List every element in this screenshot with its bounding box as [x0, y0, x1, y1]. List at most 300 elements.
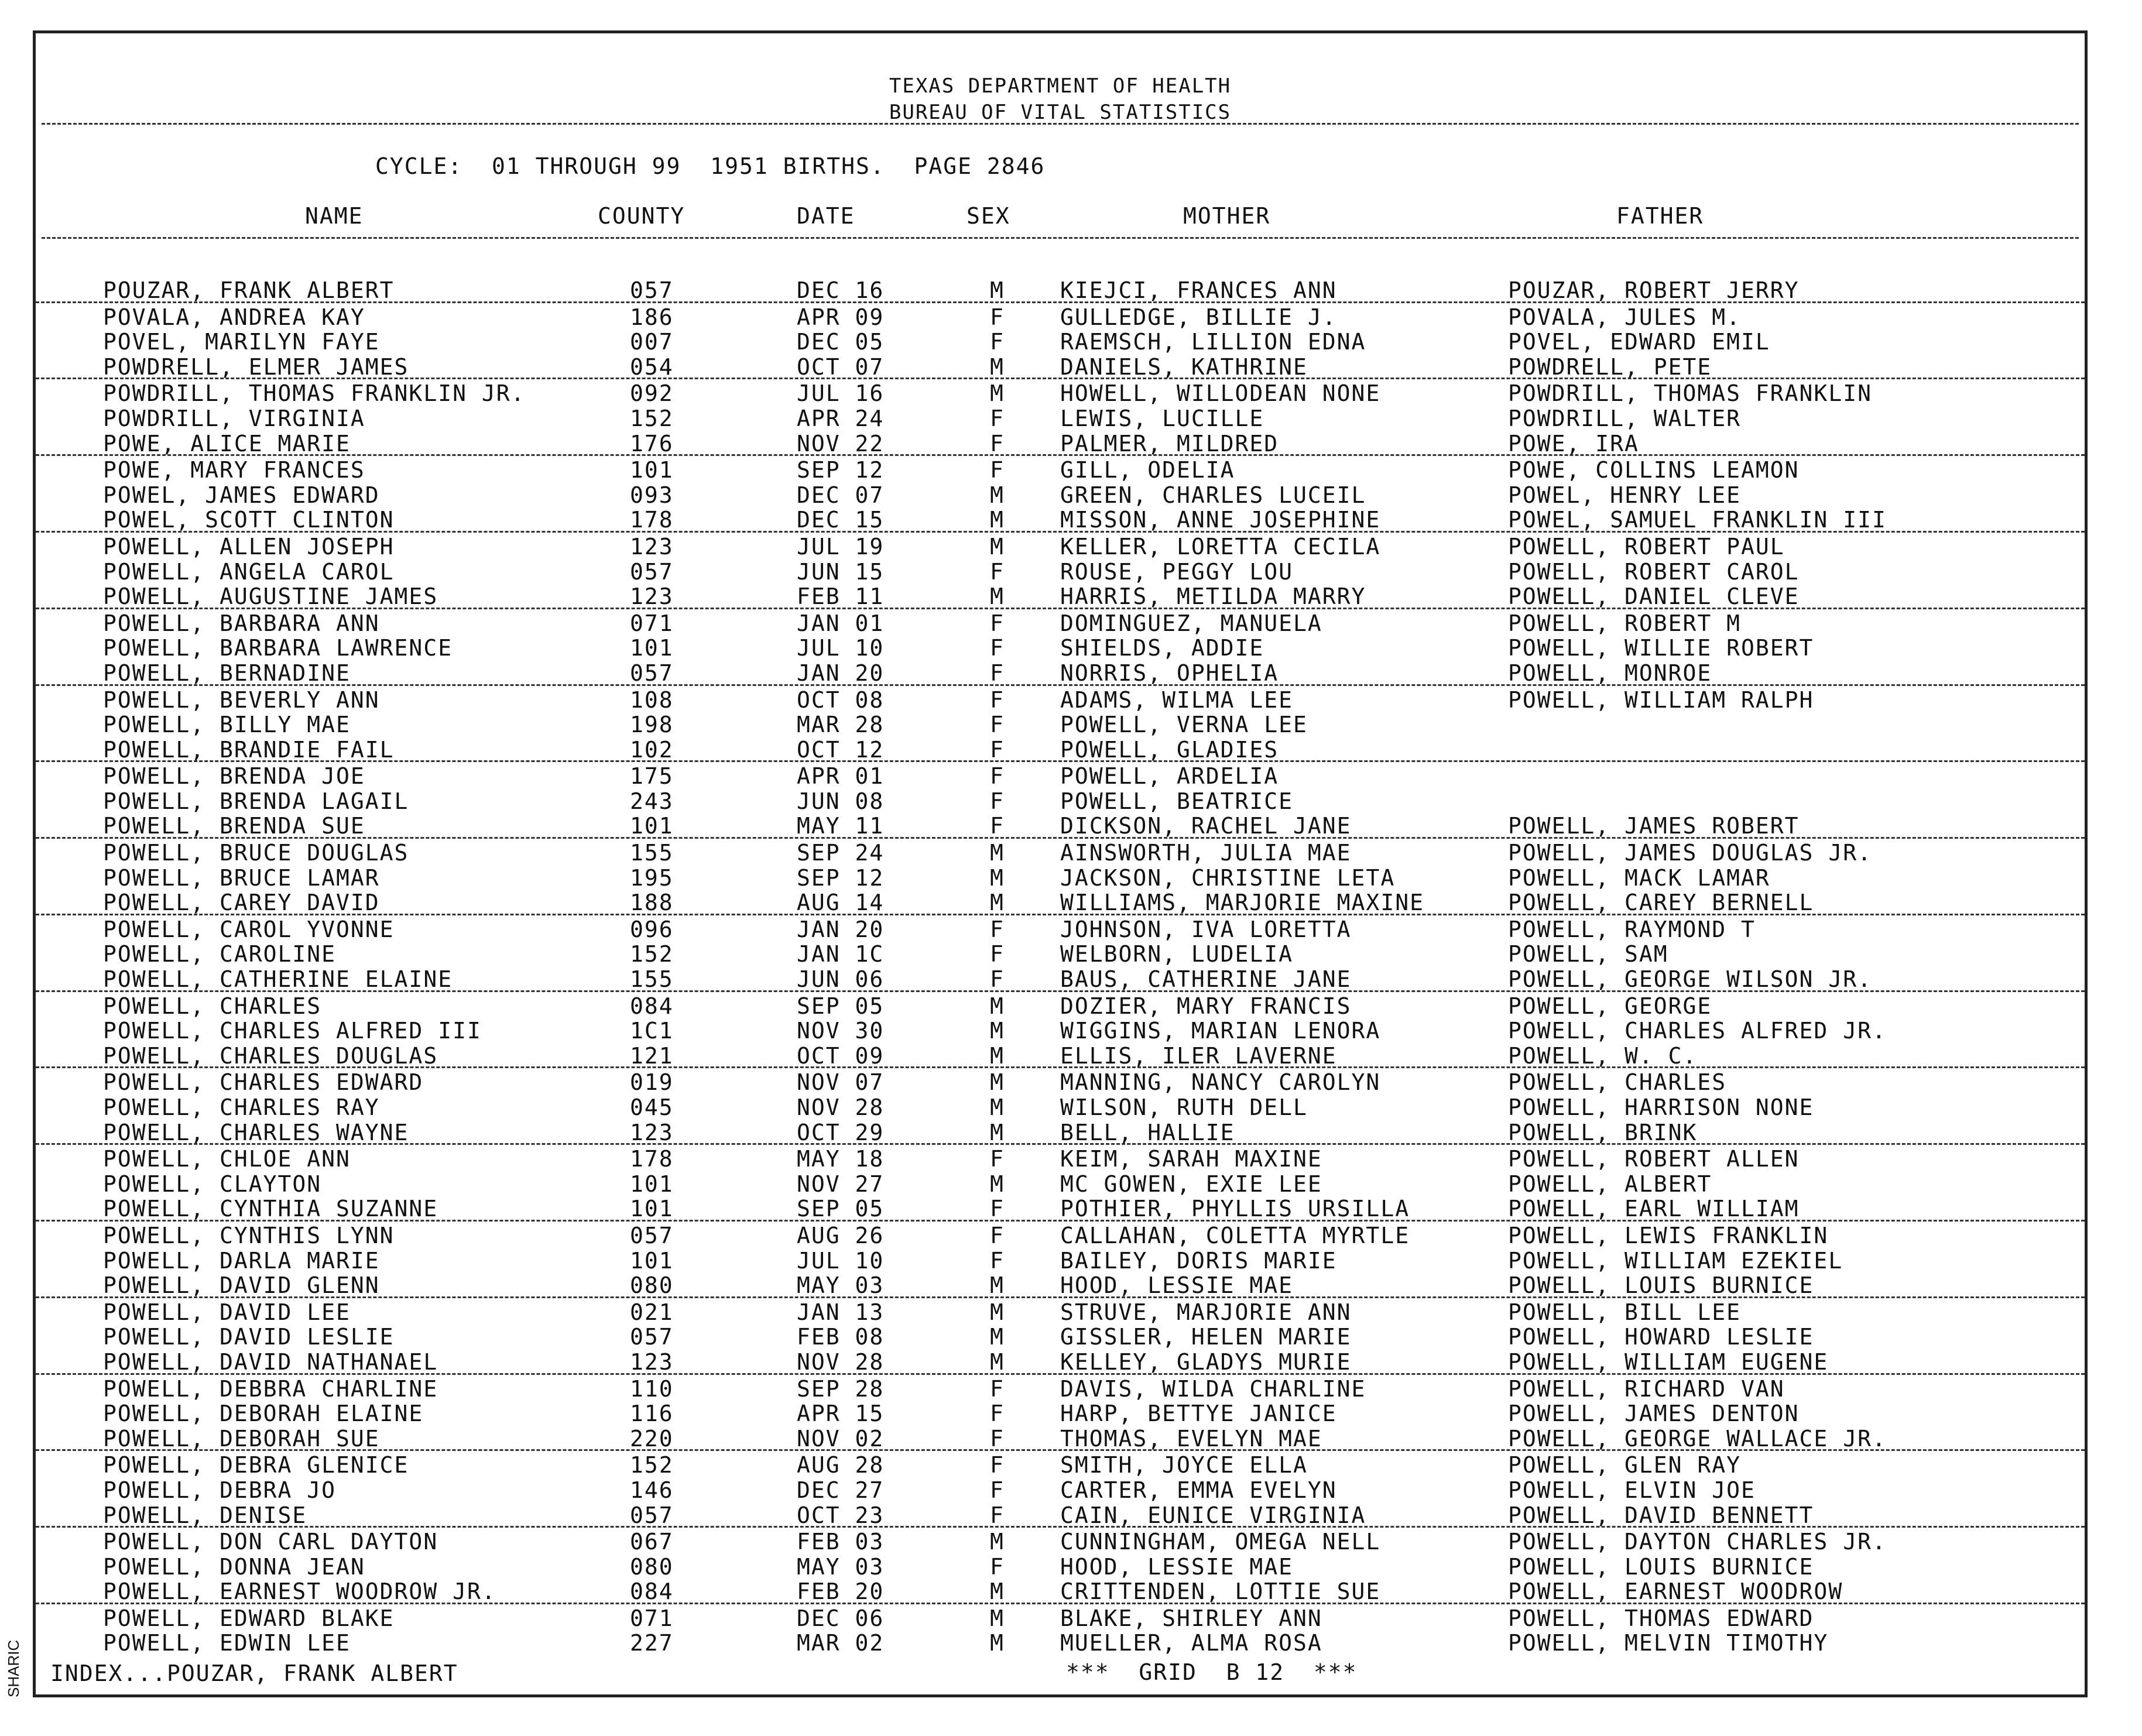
table-row [36, 533, 2085, 558]
cell-county: 071 [630, 1605, 674, 1631]
table-row [36, 1528, 2085, 1553]
cell-father: POUZAR, ROBERT JERRY [1508, 277, 1800, 303]
cell-county: 123 [630, 1119, 674, 1145]
table-row [36, 353, 2085, 380]
cell-date: MAY 03 [797, 1272, 885, 1299]
cell-sex: F [990, 1196, 1005, 1222]
cell-sex: F [990, 712, 1005, 738]
cell-name: POWELL, CHARLES EDWARD [103, 1069, 424, 1096]
cell-date: NOV 28 [797, 1349, 885, 1375]
cell-name: POWELL, CHARLES ALFRED III [103, 1018, 482, 1044]
cell-father: POWELL, MACK LAMAR [1508, 864, 1770, 891]
cell-sex: F [990, 687, 1005, 713]
cell-mother: MANNING, NANCY CAROLYN [1060, 1069, 1381, 1096]
cell-county: 178 [630, 507, 674, 533]
table-row [36, 1170, 2085, 1195]
cell-date: OCT 12 [797, 736, 885, 763]
cell-father: POWELL, DAYTON CHARLES JR. [1508, 1529, 1887, 1555]
cell-date: NOV 30 [797, 1018, 885, 1044]
cell-sex: F [990, 1401, 1005, 1427]
cell-date: NOV 22 [797, 430, 885, 457]
cell-name: POWDRILL, THOMAS FRANKLIN JR. [103, 380, 526, 407]
table-row [36, 328, 2085, 353]
cell-mother: KELLEY, GLADYS MURIE [1060, 1349, 1352, 1375]
cell-mother: KEIM, SARAH MAXINE [1060, 1146, 1322, 1172]
cell-sex: F [990, 788, 1005, 814]
cell-county: 067 [630, 1529, 674, 1555]
cell-father: POWELL, JAMES ROBERT [1508, 813, 1800, 839]
cell-name: POWELL, CHARLES RAY [103, 1095, 380, 1120]
cell-date: FEB 03 [797, 1529, 885, 1555]
cell-mother: ADAMS, WILMA LEE [1060, 687, 1294, 713]
cell-date: FEB 08 [797, 1324, 885, 1350]
table-row [36, 379, 2085, 407]
cell-father: POWELL, ROBERT CAROL [1508, 558, 1800, 585]
table-row [36, 787, 2085, 812]
table-row [36, 1577, 2085, 1604]
cell-name: POWELL, DEBRA JO [103, 1477, 337, 1503]
cell-date: AUG 14 [797, 890, 885, 916]
cell-date: SEP 24 [797, 840, 885, 866]
cell-date: MAR 02 [797, 1630, 885, 1656]
cell-date: OCT 07 [797, 354, 885, 380]
cell-sex: M [990, 277, 1005, 303]
cell-date: DEC 07 [797, 482, 885, 508]
cell-date: MAY 18 [797, 1146, 885, 1172]
cell-name: POWELL, DAVID GLENN [103, 1272, 380, 1299]
cell-father: POWELL, CHARLES [1508, 1069, 1727, 1096]
cell-name: POWELL, BERNADINE [103, 660, 351, 686]
cell-sex: M [990, 864, 1005, 891]
cell-name: POWELL, BARBARA LAWRENCE [103, 635, 453, 661]
cell-father: POWELL, CAREY BERNELL [1508, 890, 1814, 916]
cell-county: 1C1 [630, 1018, 674, 1044]
cell-father: POWELL, ROBERT M [1508, 610, 1742, 636]
cell-sex: F [990, 660, 1005, 686]
cell-mother: CALLAHAN, COLETTA MYRTLE [1060, 1222, 1410, 1248]
cell-date: JUL 19 [797, 533, 885, 560]
cell-sex: M [990, 1579, 1005, 1605]
cell-date: DEC 06 [797, 1605, 885, 1631]
cell-county: 155 [630, 966, 674, 993]
cell-mother: WELBORN, LUDELIA [1060, 941, 1294, 968]
cell-county: 123 [630, 584, 674, 610]
table-row [36, 839, 2085, 864]
cell-name: POWDRILL, VIRGINIA [103, 405, 365, 431]
cell-name: POWELL, BILLY MAE [103, 712, 351, 738]
cell-county: 057 [630, 660, 674, 686]
cell-sex: F [990, 1477, 1005, 1503]
cell-sex: F [990, 457, 1005, 483]
cell-county: 152 [630, 941, 674, 968]
cell-county: 057 [630, 1222, 674, 1248]
cell-name: POWELL, DARLA MARIE [103, 1247, 380, 1274]
cell-father: POWELL, GLEN RAY [1508, 1452, 1742, 1478]
table-row [36, 1553, 2085, 1578]
table-row [36, 1501, 2085, 1528]
cell-sex: F [990, 1425, 1005, 1452]
cell-name: POWELL, CLAYTON [103, 1171, 322, 1197]
cell-date: DEC 05 [797, 329, 885, 355]
cell-sex: F [990, 1553, 1005, 1580]
cell-father: POWELL, HOWARD LESLIE [1508, 1324, 1814, 1350]
cell-sex: M [990, 1299, 1005, 1325]
cell-mother: JOHNSON, IVA LORETTA [1060, 916, 1352, 942]
cell-name: POWELL, CHLOE ANN [103, 1146, 351, 1172]
cell-name: POWELL, ALLEN JOSEPH [103, 533, 395, 560]
cell-name: POWELL, CYNTHIS LYNN [103, 1222, 395, 1248]
cell-date: SEP 12 [797, 457, 885, 483]
cell-father: POWELL, JAMES DENTON [1508, 1401, 1800, 1427]
cell-date: SEP 12 [797, 864, 885, 891]
cell-sex: M [990, 1605, 1005, 1631]
cell-sex: M [990, 1529, 1005, 1555]
table-row [36, 1425, 2085, 1452]
cell-county: 116 [630, 1401, 674, 1427]
cell-name: POWELL, ANGELA CAROL [103, 558, 395, 585]
cell-date: FEB 11 [797, 584, 885, 610]
table-row [36, 659, 2085, 686]
cell-county: 227 [630, 1630, 674, 1656]
cell-sex: M [990, 354, 1005, 380]
cycle-line: CYCLE: 01 THROUGH 99 1951 BIRTHS. PAGE 2846 [375, 153, 1046, 179]
cell-mother: GREEN, CHARLES LUCEIL [1060, 482, 1366, 508]
cell-mother: MISSON, ANNE JOSEPHINE [1060, 507, 1381, 533]
table-row [36, 736, 2085, 763]
cell-county: 108 [630, 687, 674, 713]
cell-date: FEB 20 [797, 1579, 885, 1605]
cell-sex: F [990, 763, 1005, 790]
cell-name: POWEL, SCOTT CLINTON [103, 507, 395, 533]
cell-date: APR 15 [797, 1401, 885, 1427]
cell-date: SEP 28 [797, 1375, 885, 1402]
cell-county: 057 [630, 277, 674, 303]
cell-date: NOV 28 [797, 1095, 885, 1120]
header-divider [42, 123, 2079, 125]
cell-county: 102 [630, 736, 674, 763]
cell-mother: AINSWORTH, JULIA MAE [1060, 840, 1352, 866]
cell-mother: POWELL, VERNA LEE [1060, 712, 1308, 738]
cell-sex: F [990, 430, 1005, 457]
cell-father: POWELL, DANIEL CLEVE [1508, 584, 1800, 610]
column-header-county: COUNTY [598, 203, 686, 229]
cell-name: POWDRELL, ELMER JAMES [103, 354, 409, 380]
cell-county: 096 [630, 916, 674, 942]
cell-father: POWE, COLLINS LEAMON [1508, 457, 1800, 483]
table-row [36, 762, 2085, 790]
cell-name: POWEL, JAMES EDWARD [103, 482, 380, 508]
cell-mother: ELLIS, ILER LAVERNE [1060, 1042, 1337, 1069]
cell-mother: HOOD, LESSIE MAE [1060, 1553, 1294, 1580]
table-row [36, 1604, 2085, 1629]
cell-sex: F [990, 304, 1005, 330]
cell-mother: MC GOWEN, EXIE LEE [1060, 1171, 1322, 1197]
cell-mother: DOZIER, MARY FRANCIS [1060, 993, 1352, 1019]
table-row [36, 481, 2085, 506]
table-row [36, 1375, 2085, 1400]
cell-sex: M [990, 533, 1005, 560]
cell-father: POWELL, MONROE [1508, 660, 1712, 686]
document-page [33, 30, 2088, 1697]
cell-father: POWEL, HENRY LEE [1508, 482, 1742, 508]
table-row [36, 1195, 2085, 1222]
column-header-sex: SEX [967, 203, 1010, 229]
cell-father: POWELL, GEORGE WALLACE JR. [1508, 1425, 1887, 1452]
footer-index: INDEX...POUZAR, FRANK ALBERT [50, 1660, 458, 1686]
cell-sex: F [990, 1502, 1005, 1528]
cell-father: POWELL, WILLIE ROBERT [1508, 635, 1814, 661]
cell-mother: DAVIS, WILDA CHARLINE [1060, 1375, 1366, 1402]
cell-sex: M [990, 1042, 1005, 1069]
cell-date: APR 24 [797, 405, 885, 431]
cell-county: 186 [630, 304, 674, 330]
cell-name: POWELL, BRENDA SUE [103, 813, 365, 839]
table-row [36, 1068, 2085, 1096]
cell-father: POWELL, THOMAS EDWARD [1508, 1605, 1814, 1631]
cell-county: 152 [630, 405, 674, 431]
cell-father: POWELL, CHARLES ALFRED JR. [1508, 1018, 1887, 1044]
cell-date: JUN 15 [797, 558, 885, 585]
cell-date: NOV 27 [797, 1171, 885, 1197]
table-row [36, 506, 2085, 533]
cell-name: POWELL, DAVID LEE [103, 1299, 351, 1325]
cell-date: DEC 27 [797, 1477, 885, 1503]
cell-father: POVEL, EDWARD EMIL [1508, 329, 1770, 355]
cell-mother: POWELL, BEATRICE [1060, 788, 1294, 814]
cell-date: JAN 20 [797, 660, 885, 686]
cell-date: SEP 05 [797, 993, 885, 1019]
cell-mother: DOMINGUEZ, MANUELA [1060, 610, 1322, 636]
cell-sex: F [990, 1222, 1005, 1248]
cell-mother: BAILEY, DORIS MARIE [1060, 1247, 1337, 1274]
table-row [36, 1298, 2085, 1323]
cell-county: 178 [630, 1146, 674, 1172]
cell-sex: F [990, 1146, 1005, 1172]
cell-county: 101 [630, 1196, 674, 1222]
table-row [36, 888, 2085, 915]
cell-name: POWELL, BEVERLY ANN [103, 687, 380, 713]
table-row [36, 582, 2085, 609]
cell-father: POWEL, SAMUEL FRANKLIN III [1508, 507, 1887, 533]
cell-father: POWELL, WILLIAM EUGENE [1508, 1349, 1829, 1375]
cell-sex: M [990, 1069, 1005, 1096]
cell-father: POWELL, LOUIS BURNICE [1508, 1272, 1814, 1299]
cell-mother: MUELLER, ALMA ROSA [1060, 1630, 1322, 1656]
table-row [36, 634, 2085, 659]
cell-sex: F [990, 1247, 1005, 1274]
cell-name: POWELL, DON CARL DAYTON [103, 1529, 438, 1555]
cell-name: POWELL, DONNA JEAN [103, 1553, 365, 1580]
cell-county: 084 [630, 1579, 674, 1605]
column-header-date: DATE [797, 203, 855, 229]
cell-date: JUL 10 [797, 1247, 885, 1274]
cell-father: POWELL, EARNEST WOODROW [1508, 1579, 1843, 1605]
footer-grid: *** GRID B 12 *** [1066, 1659, 1358, 1685]
cell-sex: F [990, 329, 1005, 355]
cell-sex: F [990, 610, 1005, 636]
cell-date: JUN 06 [797, 966, 885, 993]
cell-county: 101 [630, 457, 674, 483]
cell-date: JAN 1C [797, 941, 885, 968]
cell-date: JAN 20 [797, 916, 885, 942]
cell-county: 195 [630, 864, 674, 891]
cell-date: AUG 26 [797, 1222, 885, 1248]
cell-father: POWDRELL, PETE [1508, 354, 1712, 380]
cell-name: POWELL, BRENDA LAGAIL [103, 788, 409, 814]
cell-father: POWELL, WILLIAM EZEKIEL [1508, 1247, 1843, 1274]
cell-date: OCT 23 [797, 1502, 885, 1528]
table-row [36, 812, 2085, 839]
cell-mother: CARTER, EMMA EVELYN [1060, 1477, 1337, 1503]
cell-name: POWELL, DEBORAH SUE [103, 1425, 380, 1452]
cell-name: POWELL, CYNTHIA SUZANNE [103, 1196, 438, 1222]
table-row [36, 965, 2085, 992]
column-header-name: NAME [305, 203, 364, 229]
cell-name: POVEL, MARILYN FAYE [103, 329, 380, 355]
cell-father: POWELL, BRINK [1508, 1119, 1698, 1145]
cell-county: 101 [630, 813, 674, 839]
cell-county: 123 [630, 1349, 674, 1375]
table-row [36, 276, 2085, 303]
cell-name: POWELL, DEBBRA CHARLINE [103, 1375, 438, 1402]
cell-county: 054 [630, 354, 674, 380]
cell-mother: SMITH, JOYCE ELLA [1060, 1452, 1308, 1478]
cell-father: POWELL, ROBERT ALLEN [1508, 1146, 1800, 1172]
cell-mother: RAEMSCH, LILLION EDNA [1060, 329, 1366, 355]
cell-father: POWELL, LEWIS FRANKLIN [1508, 1222, 1829, 1248]
cell-father: POWELL, JAMES DOUGLAS JR. [1508, 840, 1872, 866]
cell-sex: M [990, 1119, 1005, 1145]
cell-county: 101 [630, 1171, 674, 1197]
cell-name: POWELL, DEBRA GLENICE [103, 1452, 409, 1478]
table-row [36, 686, 2085, 711]
cell-name: POWELL, AUGUSTINE JAMES [103, 584, 438, 610]
table-row [36, 1119, 2085, 1145]
cell-father: POWELL, GEORGE [1508, 993, 1712, 1019]
cell-date: JAN 13 [797, 1299, 885, 1325]
table-row [36, 1017, 2085, 1042]
cell-father: POWELL, LOUIS BURNICE [1508, 1553, 1814, 1580]
column-header-father: FATHER [1616, 203, 1704, 229]
table-row [36, 558, 2085, 583]
cell-father: POWELL, ALBERT [1508, 1171, 1712, 1197]
table-row [36, 711, 2085, 736]
cell-sex: M [990, 1349, 1005, 1375]
cell-name: POUZAR, FRANK ALBERT [103, 277, 395, 303]
cell-father: POWELL, ELVIN JOE [1508, 1477, 1756, 1503]
cell-father: POWELL, DAVID BENNETT [1508, 1502, 1814, 1528]
records-list [36, 276, 2085, 1654]
cell-father: POWELL, HARRISON NONE [1508, 1095, 1814, 1120]
cell-mother: GISSLER, HELEN MARIE [1060, 1324, 1352, 1350]
cell-mother: POWELL, ARDELIA [1060, 763, 1279, 790]
cell-sex: M [990, 1324, 1005, 1350]
cell-name: POWELL, BRUCE DOUGLAS [103, 840, 409, 866]
cell-name: POWELL, CHARLES DOUGLAS [103, 1042, 438, 1069]
cell-name: POWELL, EDWIN LEE [103, 1630, 351, 1656]
table-row [36, 1629, 2085, 1654]
column-header-mother: MOTHER [1183, 203, 1271, 229]
cell-county: 110 [630, 1375, 674, 1402]
cell-name: POWELL, EDWARD BLAKE [103, 1605, 395, 1631]
table-row [36, 915, 2085, 941]
cell-sex: F [990, 813, 1005, 839]
cell-mother: PALMER, MILDRED [1060, 430, 1279, 457]
cell-father: POWELL, EARL WILLIAM [1508, 1196, 1800, 1222]
cell-father: POVALA, JULES M. [1508, 304, 1742, 330]
side-mark: SHARIC [5, 1639, 22, 1697]
cell-county: 152 [630, 1452, 674, 1478]
cell-county: 101 [630, 1247, 674, 1274]
cell-county: 243 [630, 788, 674, 814]
cell-mother: CAIN, EUNICE VIRGINIA [1060, 1502, 1366, 1528]
cell-county: 175 [630, 763, 674, 790]
table-row [36, 1348, 2085, 1375]
cell-date: JUN 08 [797, 788, 885, 814]
cell-county: 176 [630, 430, 674, 457]
table-row [36, 940, 2085, 968]
cell-sex: F [990, 1452, 1005, 1478]
cell-sex: M [990, 1095, 1005, 1120]
cell-mother: BELL, HALLIE [1060, 1119, 1235, 1145]
cell-date: OCT 29 [797, 1119, 885, 1145]
table-row [36, 1093, 2085, 1119]
cell-name: POWELL, CHARLES WAYNE [103, 1119, 409, 1145]
cell-mother: POTHIER, PHYLLIS URSILLA [1060, 1196, 1410, 1222]
table-row [36, 1042, 2085, 1069]
cell-name: POWELL, DAVID LESLIE [103, 1324, 395, 1350]
cell-county: 084 [630, 993, 674, 1019]
cell-mother: KIEJCI, FRANCES ANN [1060, 277, 1337, 303]
cell-mother: HARP, BETTYE JANICE [1060, 1401, 1337, 1427]
cell-mother: HOWELL, WILLODEAN NONE [1060, 380, 1381, 407]
cell-date: DEC 15 [797, 507, 885, 533]
cell-father: POWE, IRA [1508, 430, 1639, 457]
cell-sex: M [990, 584, 1005, 610]
cell-sex: F [990, 635, 1005, 661]
cell-sex: F [990, 941, 1005, 968]
cell-mother: KELLER, LORETTA CECILA [1060, 533, 1381, 560]
cell-date: APR 09 [797, 304, 885, 330]
cell-name: POWELL, CHARLES [103, 993, 322, 1019]
cell-father: POWELL, RICHARD VAN [1508, 1375, 1785, 1402]
cell-mother: HARRIS, METILDA MARRY [1060, 584, 1366, 610]
cell-county: 057 [630, 558, 674, 585]
cell-mother: THOMAS, EVELYN MAE [1060, 1425, 1322, 1452]
cell-county: 080 [630, 1553, 674, 1580]
cell-date: MAR 28 [797, 712, 885, 738]
cell-date: JUL 16 [797, 380, 885, 407]
table-row [36, 1222, 2085, 1247]
cell-date: DEC 16 [797, 277, 885, 303]
cell-county: 093 [630, 482, 674, 508]
table-row [36, 430, 2085, 457]
table-row [36, 404, 2085, 430]
cell-mother: CUNNINGHAM, OMEGA NELL [1060, 1529, 1381, 1555]
cell-date: JUL 10 [797, 635, 885, 661]
cell-county: 101 [630, 635, 674, 661]
cell-date: SEP 05 [797, 1196, 885, 1222]
table-row [36, 1451, 2085, 1476]
cell-date: MAY 11 [797, 813, 885, 839]
cell-mother: DANIELS, KATHRINE [1060, 354, 1308, 380]
cell-sex: F [990, 916, 1005, 942]
cell-father: POWELL, RAYMOND T [1508, 916, 1756, 942]
cell-sex: F [990, 558, 1005, 585]
cell-mother: DICKSON, RACHEL JANE [1060, 813, 1352, 839]
cell-father: POWELL, GEORGE WILSON JR. [1508, 966, 1872, 993]
cell-mother: GILL, ODELIA [1060, 457, 1235, 483]
